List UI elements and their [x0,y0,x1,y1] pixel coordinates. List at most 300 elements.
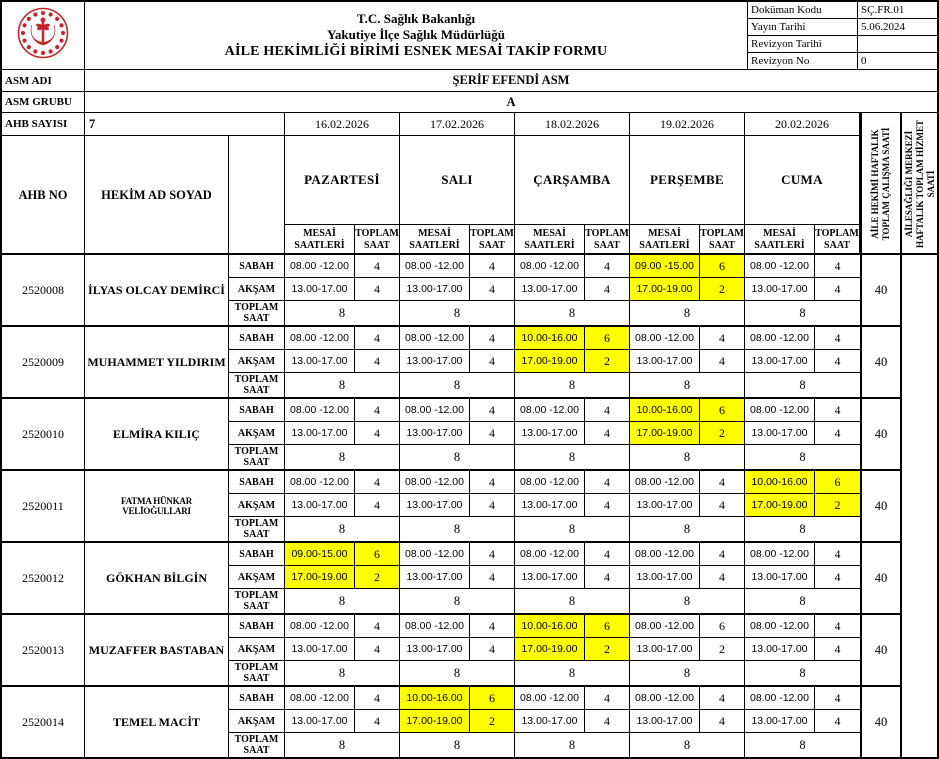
aksam-time: 13.00-17.00 [515,278,585,300]
aksam-hours: 4 [374,353,380,368]
ministry-title: T.C. Sağlık Bakanlığı [356,10,476,26]
sabah-time: 10.00-16.00 [630,399,700,421]
weekly-total-value: 40 [860,687,900,757]
ahb-no-cell: 2520012 [2,543,85,613]
toplam-saat-label: TOPLAM SAAT [234,302,279,324]
sabah-hours: 4 [374,402,380,417]
day-total-hours: 8 [453,737,461,752]
doctor-name-cell: GÖKHAN BİLGİN [85,543,229,613]
aksam-label: AKŞAM [229,278,284,301]
day-total-hours: 8 [568,305,576,320]
day-total-hours: 8 [683,521,691,536]
sabah-time: 10.00-16.00 [515,615,585,637]
col-header-empty [229,136,285,255]
day-total-hours: 8 [683,305,691,320]
asm-grubu-value: A [506,94,516,109]
aksam-label: AKŞAM [229,494,284,517]
day-schedule [515,327,630,397]
sabah-hours: 4 [719,330,725,345]
toplam-saat-label: TOPLAM SAAT [234,446,279,468]
day-total-hours: 8 [568,449,576,464]
day-cells [285,615,860,685]
aksam-label: AKŞAM [229,638,284,661]
date-friday: 20.02.2026 [745,113,860,136]
sabah-hours: 4 [834,618,841,633]
day-total-hours: 8 [453,521,461,536]
doctor-row [2,255,900,327]
sabah-time: 08.00 -12.00 [400,615,470,637]
day-schedule [745,687,860,757]
ahb-no-cell: 2520013 [2,615,85,685]
sabah-hours: 6 [585,615,629,637]
aksam-time: 17.00-19.00 [515,350,585,372]
sabah-hours: 4 [374,690,380,705]
aksam-time: 13.00-17.00 [745,710,815,732]
date-tuesday: 17.02.2026 [400,113,515,136]
day-total-hours: 8 [453,377,461,392]
document-info-table [747,2,937,69]
aksam-time: 13.00-17.00 [745,350,815,372]
shift-labels [229,687,285,757]
day-total-hours: 8 [799,521,806,536]
sabah-hours: 4 [834,690,841,705]
day-total-hours: 8 [683,449,691,464]
subheader-toplam: TOPLAM SAAT [470,225,515,255]
day-total-hours: 8 [799,305,806,320]
sabah-time: 08.00 -12.00 [285,399,355,421]
aksam-hours: 2 [585,350,629,372]
doctor-name-cell: İLYAS OLCAY DEMİRCİ [85,255,229,325]
aksam-hours: 4 [834,281,841,296]
aksam-time: 13.00-17.00 [630,710,700,732]
day-schedule [745,399,860,469]
sabah-hours: 6 [700,399,744,421]
subheader-toplam: TOPLAM SAAT [585,225,630,255]
doctor-row [2,471,900,543]
day-schedule [400,327,515,397]
sabah-time: 08.00 -12.00 [285,255,355,277]
sabah-hours: 4 [834,402,841,417]
subheader-toplam: TOPLAM SAAT [815,225,860,255]
shift-labels [229,471,285,541]
ahb-sayisi-label: AHB SAYISI [2,113,85,136]
sabah-hours: 4 [604,690,610,705]
day-schedule [515,399,630,469]
sabah-label: SABAH [229,687,284,710]
day-total-hours: 8 [453,593,461,608]
aksam-hours: 4 [374,281,380,296]
header-weekly-total-col [860,113,900,255]
aksam-time: 17.00-19.00 [630,278,700,300]
aksam-hours: 4 [489,641,495,656]
toplam-saat-label: TOPLAM SAAT [234,518,279,540]
day-schedule [285,327,400,397]
sabah-time: 08.00 -12.00 [400,543,470,565]
day-total-hours: 8 [338,737,346,752]
aksam-time: 13.00-17.00 [630,350,700,372]
sabah-time: 08.00 -12.00 [630,471,700,493]
aksam-time: 13.00-17.00 [515,494,585,516]
sabah-hours: 4 [604,546,610,561]
ministry-logo-cell [2,2,85,69]
day-schedule [515,687,630,757]
day-schedule [285,255,400,325]
sabah-hours: 4 [489,258,495,273]
aksam-time: 17.00-19.00 [745,494,815,516]
day-schedule [515,543,630,613]
sabah-time: 08.00 -12.00 [745,255,815,277]
aksam-hours: 4 [374,497,380,512]
aksam-hours: 4 [719,353,725,368]
day-schedule [745,471,860,541]
day-schedule [745,327,860,397]
day-total-hours: 8 [338,449,346,464]
day-cells [285,255,860,325]
aksam-hours: 2 [719,641,725,656]
sabah-hours: 6 [719,618,725,633]
doctor-name-cell: MUHAMMET YILDIRIM [85,327,229,397]
sabah-time: 08.00 -12.00 [515,255,585,277]
aksam-time: 13.00-17.00 [630,494,700,516]
day-schedule [515,471,630,541]
day-schedule [285,687,400,757]
day-cells [285,543,860,613]
day-total-hours: 8 [453,449,461,464]
sabah-hours: 4 [604,258,610,273]
col-header-hekim: HEKİM AD SOYAD [85,136,229,255]
day-schedule [630,327,745,397]
form-title: AİLE HEKİMLİĞİ BİRİMİ ESNEK MESAİ TAKİP FORMU [224,44,608,59]
asm-service-total-cell [900,255,937,759]
ahb-no-cell: 2520014 [2,687,85,757]
asm-adi-value: ŞERİF EFENDİ ASM [452,73,570,87]
sabah-time: 08.00 -12.00 [745,399,815,421]
sabah-hours: 6 [815,471,860,493]
dokuman-kodu-value: SÇ.FR.01 [861,4,905,16]
day-total-hours: 8 [683,737,691,752]
doc-info-row [748,36,937,53]
aksam-time: 13.00-17.00 [745,566,815,588]
day-total-hours: 8 [683,665,691,680]
sabah-time: 08.00 -12.00 [630,687,700,709]
sabah-time: 08.00 -12.00 [745,687,815,709]
shift-labels [229,255,285,325]
sabah-time: 08.00 -12.00 [400,255,470,277]
sabah-hours: 4 [374,258,380,273]
doctor-name-cell: ELMİRA KILIÇ [85,399,229,469]
sabah-hours: 6 [470,687,514,709]
directorate-title: Yakutiye İlçe Sağlık Müdürlüğü [326,26,506,42]
doc-info-row [748,53,937,69]
aksam-hours: 4 [834,569,841,584]
aksam-time: 13.00-17.00 [285,638,355,660]
day-cells [285,687,860,757]
sabah-time: 09.00-15.00 [285,543,355,565]
day-schedule [630,255,745,325]
doctor-name-cell: MUZAFFER BASTABAN [85,615,229,685]
subheader-mesai: MESAİ SAATLERİ [745,225,815,255]
aksam-hours: 4 [489,569,495,584]
day-cells [285,399,860,469]
sabah-label: SABAH [229,327,284,350]
subheader-mesai: MESAİ SAATLERİ [515,225,585,255]
weekly-total-value: 40 [860,543,900,613]
day-schedule [400,399,515,469]
dayname-thursday: PERŞEMBE [630,136,745,225]
doctor-row [2,327,900,399]
form-title-block [85,2,747,69]
sabah-hours: 6 [355,543,399,565]
day-schedule [745,543,860,613]
aksam-time: 13.00-17.00 [515,566,585,588]
day-total-hours: 8 [683,377,691,392]
aksam-time: 13.00-17.00 [285,278,355,300]
aksam-hours: 4 [834,713,841,728]
dayname-friday: CUMA [745,136,860,225]
aksam-time: 13.00-17.00 [285,422,355,444]
day-total-hours: 8 [453,665,461,680]
sabah-time: 10.00-16.00 [515,327,585,349]
day-total-hours: 8 [799,377,806,392]
aksam-time: 13.00-17.00 [745,278,815,300]
aksam-hours: 4 [489,497,495,512]
sabah-hours: 4 [489,546,495,561]
aksam-hours: 2 [585,638,629,660]
day-schedule [285,543,400,613]
day-cells [285,327,860,397]
aksam-time: 13.00-17.00 [400,350,470,372]
day-cells [285,471,860,541]
aksam-time: 17.00-19.00 [400,710,470,732]
ahb-no-cell: 2520011 [2,471,85,541]
aksam-label: AKŞAM [229,350,284,373]
aksam-label: AKŞAM [229,710,284,733]
aksam-hours: 4 [834,425,841,440]
subheader-mesai: MESAİ SAATLERİ [285,225,355,255]
aksam-time: 17.00-19.00 [515,638,585,660]
aksam-time: 13.00-17.00 [400,566,470,588]
shift-labels [229,399,285,469]
aksam-hours: 4 [604,497,610,512]
sabah-time: 08.00 -12.00 [515,471,585,493]
day-total-hours: 8 [338,377,346,392]
shift-labels [229,543,285,613]
aksam-hours: 4 [604,425,610,440]
day-schedule [630,543,745,613]
day-schedule [400,471,515,541]
aksam-hours: 4 [834,641,841,656]
aksam-hours: 4 [719,713,725,728]
sabah-time: 08.00 -12.00 [400,399,470,421]
sabah-hours: 4 [489,618,495,633]
day-total-hours: 8 [338,593,346,608]
aksam-hours: 4 [489,353,495,368]
toplam-saat-label: TOPLAM SAAT [234,374,279,396]
aksam-hours: 2 [700,422,744,444]
day-schedule [285,471,400,541]
day-total-hours: 8 [799,449,806,464]
ahb-no-cell: 2520008 [2,255,85,325]
day-total-hours: 8 [568,737,576,752]
aksam-time: 13.00-17.00 [400,638,470,660]
dayname-monday: PAZARTESİ [285,136,400,225]
aksam-hours: 4 [374,425,380,440]
day-total-hours: 8 [338,665,346,680]
date-thursday: 19.02.2026 [630,113,745,136]
sabah-hours: 4 [834,330,841,345]
sabah-time: 08.00 -12.00 [515,399,585,421]
aksam-hours: 4 [489,281,495,296]
day-schedule [630,471,745,541]
day-schedule [400,255,515,325]
sabah-time: 08.00 -12.00 [285,327,355,349]
aksam-hours: 4 [604,281,610,296]
day-total-hours: 8 [568,665,576,680]
toplam-saat-label: TOPLAM SAAT [234,590,279,612]
sabah-hours: 6 [700,255,744,277]
sabah-time: 08.00 -12.00 [745,615,815,637]
revizyon-tarihi-value [858,36,937,52]
aksam-time: 13.00-17.00 [400,278,470,300]
date-wednesday: 18.02.2026 [515,113,630,136]
sabah-hours: 4 [374,618,380,633]
sabah-label: SABAH [229,471,284,494]
day-schedule [400,687,515,757]
toplam-saat-label: TOPLAM SAAT [234,662,279,684]
day-schedule [515,255,630,325]
sabah-time: 08.00 -12.00 [515,543,585,565]
day-total-hours: 8 [568,377,576,392]
sabah-hours: 4 [489,330,495,345]
dayname-tuesday: SALI [400,136,515,225]
date-monday: 16.02.2026 [285,113,400,136]
day-schedule [630,615,745,685]
sabah-hours: 4 [834,258,841,273]
form-header [2,2,937,70]
sabah-time: 08.00 -12.00 [515,687,585,709]
sabah-hours: 4 [374,474,380,489]
sabah-time: 08.00 -12.00 [630,543,700,565]
sabah-label: SABAH [229,543,284,566]
day-total-hours: 8 [799,665,806,680]
weekly-total-value: 40 [860,615,900,685]
aksam-hours: 4 [374,713,380,728]
ahb-no-cell: 2520010 [2,399,85,469]
sabah-hours: 4 [719,546,725,561]
aksam-hours: 4 [604,569,610,584]
sabah-time: 08.00 -12.00 [400,327,470,349]
toplam-saat-label: TOPLAM SAAT [234,734,279,756]
doctor-row [2,543,900,615]
subheader-mesai: MESAİ SAATLERİ [400,225,470,255]
day-total-hours: 8 [453,305,461,320]
doctor-name-cell: TEMEL MACİT [85,687,229,757]
aksam-time: 13.00-17.00 [515,422,585,444]
col-header-ahb-no: AHB NO [2,136,85,255]
sabah-time: 08.00 -12.00 [285,687,355,709]
doc-info-row [748,19,937,36]
sabah-time: 08.00 -12.00 [745,543,815,565]
day-schedule [285,615,400,685]
sabah-time: 08.00 -12.00 [400,471,470,493]
aksam-time: 13.00-17.00 [630,638,700,660]
aksam-time: 13.00-17.00 [515,710,585,732]
dokuman-kodu-label: Doküman Kodu [748,2,858,18]
table-header-band [2,113,937,255]
sabah-time: 08.00 -12.00 [745,327,815,349]
sabah-label: SABAH [229,255,284,278]
aksam-label: AKŞAM [229,566,284,589]
shift-labels [229,615,285,685]
aksam-time: 13.00-17.00 [285,350,355,372]
aksam-time: 13.00-17.00 [400,494,470,516]
dayname-wednesday: ÇARŞAMBA [515,136,630,225]
day-total-hours: 8 [568,521,576,536]
aksam-time: 13.00-17.00 [745,422,815,444]
day-schedule [630,687,745,757]
subheader-toplam: TOPLAM SAAT [700,225,745,255]
day-schedule [745,255,860,325]
aksam-time: 13.00-17.00 [745,638,815,660]
weekly-total-value: 40 [860,471,900,541]
saglik-bakanligi-logo-icon [15,5,71,66]
doctor-row [2,687,900,759]
aksam-hours: 4 [374,641,380,656]
aksam-time: 17.00-19.00 [285,566,355,588]
yayin-tarihi-value: 5.06.2024 [861,21,905,33]
day-schedule [400,615,515,685]
asm-adi-label: ASM ADI [2,70,85,91]
sabah-hours: 4 [719,474,725,489]
header-asm-service-col [900,113,937,255]
sabah-time: 10.00-16.00 [400,687,470,709]
sabah-hours: 4 [374,330,380,345]
sabah-hours: 4 [489,474,495,489]
aksam-time: 13.00-17.00 [285,710,355,732]
aksam-hours: 4 [719,569,725,584]
ahb-sayisi-value: 7 [85,113,285,136]
day-total-hours: 8 [338,521,346,536]
aksam-time: 13.00-17.00 [630,566,700,588]
weekly-total-value: 40 [860,327,900,397]
day-schedule [630,399,745,469]
aksam-time: 17.00-19.00 [630,422,700,444]
ahb-no-cell: 2520009 [2,327,85,397]
sabah-time: 08.00 -12.00 [285,471,355,493]
sabah-label: SABAH [229,615,284,638]
doctor-row [2,615,900,687]
sabah-time: 10.00-16.00 [745,471,815,493]
aksam-hours: 2 [355,566,399,588]
asm-grubu-label: ASM GRUBU [2,92,85,112]
subheader-toplam: TOPLAM SAAT [355,225,400,255]
weekly-total-value: 40 [860,255,900,325]
sabah-time: 09.00 -15.00 [630,255,700,277]
aksam-hours: 4 [834,353,841,368]
sabah-label: SABAH [229,399,284,422]
day-total-hours: 8 [338,305,346,320]
doctor-row [2,399,900,471]
sabah-hours: 4 [719,690,725,705]
asm-adi-row [2,70,937,92]
doctor-rows [2,255,937,759]
doc-info-row [748,2,937,19]
day-schedule [745,615,860,685]
shift-labels [229,327,285,397]
yayin-tarihi-label: Yayın Tarihi [748,19,858,35]
aksam-hours: 4 [719,497,725,512]
day-total-hours: 8 [799,737,806,752]
